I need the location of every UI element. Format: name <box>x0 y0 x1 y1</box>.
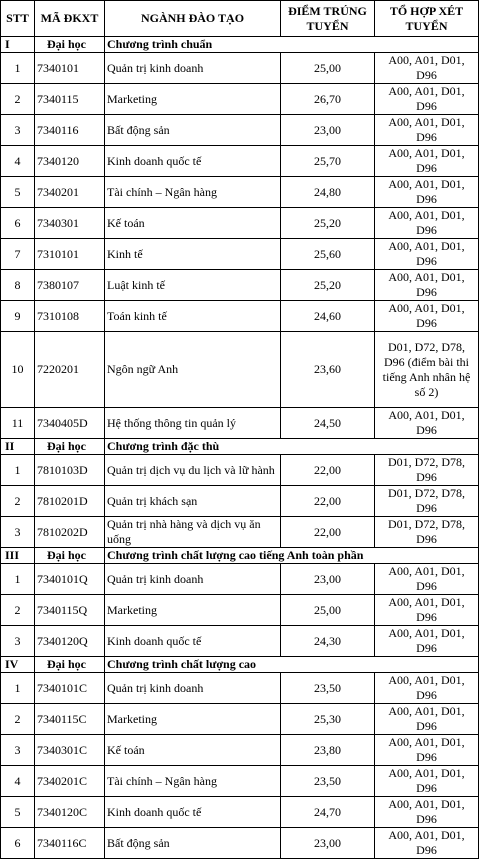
row-combo: A00, A01, D01, D96 <box>375 115 479 146</box>
row-combo: A00, A01, D01, D96 <box>375 797 479 828</box>
row-code: 7810201D <box>35 486 105 517</box>
row-code: 7340101 <box>35 53 105 84</box>
row-stt: 8 <box>1 270 35 301</box>
section-program: Chương trình đặc thù <box>105 439 479 455</box>
row-stt: 5 <box>1 797 35 828</box>
row-combo: D01, D72, D78, D96 <box>375 455 479 486</box>
row-combo: A00, A01, D01, D96 <box>375 626 479 657</box>
row-code: 7340120C <box>35 797 105 828</box>
row-major: Kinh doanh quốc tế <box>105 146 281 177</box>
row-score: 23,50 <box>281 766 375 797</box>
row-stt: 3 <box>1 115 35 146</box>
section-level: Đại học <box>35 548 105 564</box>
row-combo: A00, A01, D01, D96 <box>375 208 479 239</box>
table-row <box>1 455 479 486</box>
row-stt: 1 <box>1 564 35 595</box>
row-score: 22,00 <box>281 517 375 548</box>
row-score: 23,00 <box>281 564 375 595</box>
row-code: 7340301 <box>35 208 105 239</box>
row-combo: D01, D72, D78, D96 <box>375 517 479 548</box>
row-stt: 11 <box>1 408 35 439</box>
row-combo: A00, A01, D01, D96 <box>375 239 479 270</box>
row-major: Marketing <box>105 84 281 115</box>
table-row <box>1 828 479 859</box>
header-code: MÃ ĐKXT <box>35 1 105 37</box>
row-score: 25,60 <box>281 239 375 270</box>
table-row <box>1 704 479 735</box>
table-row <box>1 239 479 270</box>
row-stt: 2 <box>1 595 35 626</box>
row-combo: A00, A01, D01, D96 <box>375 146 479 177</box>
row-score: 23,00 <box>281 115 375 146</box>
row-major: Marketing <box>105 595 281 626</box>
section-program: Chương trình chất lượng cao tiếng Anh toàn phần <box>105 548 479 564</box>
row-score: 23,50 <box>281 673 375 704</box>
section-number: III <box>1 548 35 564</box>
row-major: Kinh doanh quốc tế <box>105 797 281 828</box>
table-row <box>1 301 479 332</box>
row-code: 7310108 <box>35 301 105 332</box>
row-score: 22,00 <box>281 486 375 517</box>
row-major: Marketing <box>105 704 281 735</box>
row-major: Quản trị kinh doanh <box>105 564 281 595</box>
row-stt: 4 <box>1 146 35 177</box>
section-number: I <box>1 37 35 53</box>
row-stt: 10 <box>1 332 35 408</box>
row-combo: A00, A01, D01, D96 <box>375 564 479 595</box>
row-combo: D01, D72, D78, D96 (điểm bài thi tiếng Anh nhân hệ số 2) <box>375 332 479 408</box>
table-row <box>1 408 479 439</box>
table-row <box>1 564 479 595</box>
row-score: 24,60 <box>281 301 375 332</box>
row-major: Quản trị nhà hàng và dịch vụ ăn uống <box>105 517 281 548</box>
table-row <box>1 332 479 408</box>
row-major: Tài chính – Ngân hàng <box>105 766 281 797</box>
table-row <box>1 84 479 115</box>
row-code: 7340116C <box>35 828 105 859</box>
row-stt: 2 <box>1 486 35 517</box>
row-code: 7220201 <box>35 332 105 408</box>
row-combo: A00, A01, D01, D96 <box>375 673 479 704</box>
row-stt: 5 <box>1 177 35 208</box>
row-major: Kinh tế <box>105 239 281 270</box>
row-stt: 7 <box>1 239 35 270</box>
row-stt: 1 <box>1 673 35 704</box>
row-combo: A00, A01, D01, D96 <box>375 177 479 208</box>
row-stt: 2 <box>1 704 35 735</box>
row-stt: 3 <box>1 735 35 766</box>
row-score: 24,70 <box>281 797 375 828</box>
row-major: Kế toán <box>105 208 281 239</box>
row-major: Bất động sản <box>105 828 281 859</box>
section-number: II <box>1 439 35 455</box>
table-row <box>1 208 479 239</box>
row-combo: A00, A01, D01, D96 <box>375 828 479 859</box>
row-major: Kế toán <box>105 735 281 766</box>
row-code: 7340405D <box>35 408 105 439</box>
table-row <box>1 486 479 517</box>
row-score: 23,00 <box>281 828 375 859</box>
row-code: 7380107 <box>35 270 105 301</box>
row-code: 7340115Q <box>35 595 105 626</box>
section-level: Đại học <box>35 439 105 455</box>
table-row <box>1 115 479 146</box>
table-row <box>1 797 479 828</box>
table-row <box>1 53 479 84</box>
row-score: 23,80 <box>281 735 375 766</box>
row-score: 25,20 <box>281 270 375 301</box>
table-row <box>1 270 479 301</box>
row-score: 22,00 <box>281 455 375 486</box>
row-major: Ngôn ngữ Anh <box>105 332 281 408</box>
table-body <box>1 37 479 859</box>
row-combo: A00, A01, D01, D96 <box>375 270 479 301</box>
row-stt: 1 <box>1 455 35 486</box>
row-combo: A00, A01, D01, D96 <box>375 84 479 115</box>
row-code: 7340301C <box>35 735 105 766</box>
row-stt: 6 <box>1 828 35 859</box>
row-major: Luật kinh tế <box>105 270 281 301</box>
row-code: 7340115C <box>35 704 105 735</box>
row-combo: A00, A01, D01, D96 <box>375 53 479 84</box>
row-code: 7810103D <box>35 455 105 486</box>
table-row <box>1 626 479 657</box>
section-level: Đại học <box>35 37 105 53</box>
table-header-row <box>1 1 479 37</box>
row-code: 7810202D <box>35 517 105 548</box>
row-combo: A00, A01, D01, D96 <box>375 704 479 735</box>
row-code: 7310101 <box>35 239 105 270</box>
row-combo: A00, A01, D01, D96 <box>375 595 479 626</box>
row-stt: 9 <box>1 301 35 332</box>
header-stt: STT <box>1 1 35 37</box>
row-combo: A00, A01, D01, D96 <box>375 766 479 797</box>
row-combo: A00, A01, D01, D96 <box>375 408 479 439</box>
row-code: 7340101Q <box>35 564 105 595</box>
table-row <box>1 735 479 766</box>
row-combo: D01, D72, D78, D96 <box>375 486 479 517</box>
row-combo: A00, A01, D01, D96 <box>375 735 479 766</box>
row-code: 7340116 <box>35 115 105 146</box>
table-row <box>1 146 479 177</box>
row-score: 26,70 <box>281 84 375 115</box>
row-major: Tài chính – Ngân hàng <box>105 177 281 208</box>
section-number: IV <box>1 657 35 673</box>
row-stt: 4 <box>1 766 35 797</box>
row-major: Quản trị kinh doanh <box>105 53 281 84</box>
row-major: Bất động sản <box>105 115 281 146</box>
row-stt: 3 <box>1 517 35 548</box>
row-score: 25,00 <box>281 53 375 84</box>
section-row <box>1 37 479 53</box>
header-major: NGÀNH ĐÀO TẠO <box>105 1 281 37</box>
row-stt: 3 <box>1 626 35 657</box>
row-stt: 6 <box>1 208 35 239</box>
table-row <box>1 595 479 626</box>
row-combo: A00, A01, D01, D96 <box>375 301 479 332</box>
row-major: Quản trị khách sạn <box>105 486 281 517</box>
row-score: 24,30 <box>281 626 375 657</box>
row-major: Quản trị dịch vụ du lịch và lữ hành <box>105 455 281 486</box>
section-program: Chương trình chất lượng cao <box>105 657 479 673</box>
row-score: 25,30 <box>281 704 375 735</box>
row-score: 23,60 <box>281 332 375 408</box>
row-code: 7340101C <box>35 673 105 704</box>
row-score: 24,80 <box>281 177 375 208</box>
row-score: 25,70 <box>281 146 375 177</box>
section-program: Chương trình chuẩn <box>105 37 479 53</box>
row-code: 7340120Q <box>35 626 105 657</box>
row-major: Toán kinh tế <box>105 301 281 332</box>
table-row <box>1 766 479 797</box>
row-major: Quản trị kinh doanh <box>105 673 281 704</box>
section-row <box>1 548 479 564</box>
row-score: 25,00 <box>281 595 375 626</box>
header-combo: TỔ HỢP XÉT TUYỂN <box>375 1 479 37</box>
row-code: 7340120 <box>35 146 105 177</box>
row-stt: 2 <box>1 84 35 115</box>
table-row <box>1 673 479 704</box>
table-row <box>1 517 479 548</box>
header-score: ĐIỂM TRÚNG TUYỂN <box>281 1 375 37</box>
row-score: 25,20 <box>281 208 375 239</box>
section-row <box>1 439 479 455</box>
row-major: Kinh doanh quốc tế <box>105 626 281 657</box>
row-score: 24,50 <box>281 408 375 439</box>
row-code: 7340201 <box>35 177 105 208</box>
row-code: 7340115 <box>35 84 105 115</box>
row-major: Hệ thống thông tin quản lý <box>105 408 281 439</box>
row-stt: 1 <box>1 53 35 84</box>
section-row <box>1 657 479 673</box>
row-code: 7340201C <box>35 766 105 797</box>
section-level: Đại học <box>35 657 105 673</box>
table-row <box>1 177 479 208</box>
